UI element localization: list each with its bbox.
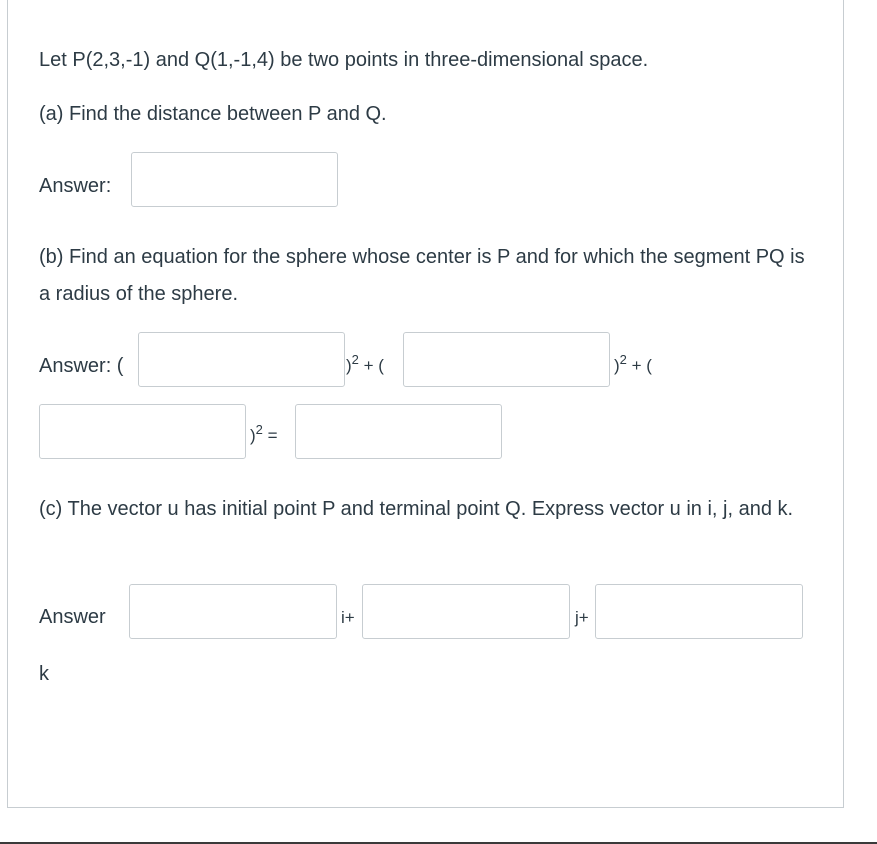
j-plus-label: j+ [575, 608, 589, 627]
sphere-separator-1: )$^2$ + ( [346, 352, 384, 375]
vector-i-component-input[interactable] [129, 584, 337, 639]
sphere-y-term-input[interactable] [403, 332, 610, 387]
sphere-separator-2: )$^2$ + ( [614, 352, 652, 375]
part-a-prompt: (a) Find the distance between P and Q. [39, 103, 387, 125]
vector-j-component-input[interactable] [362, 584, 570, 639]
sphere-radius-squared-input[interactable] [295, 404, 502, 459]
part-b-prompt: (b) Find an equation for the sphere whose center is P and for which the segment PQ is a radius of the sphere. [39, 246, 805, 305]
question-intro: Let P(2,3,-1) and Q(1,-1,4) be two points in three-dimensional space. [39, 49, 649, 71]
vector-k-component-input[interactable] [595, 584, 803, 639]
part-c-prompt: (c) The vector u has initial point P and terminal point Q. Express vector u in i, j, and k. [39, 498, 794, 520]
sphere-separator-3: )$^2$ = [250, 422, 278, 445]
answer-a-label: Answer: [39, 175, 112, 197]
sphere-x-term-input[interactable] [138, 332, 345, 387]
answer-b-label: Answer: ( [39, 355, 124, 377]
answer-c-label: Answer [39, 606, 106, 628]
i-plus-label: i+ [341, 608, 355, 627]
distance-input[interactable] [131, 152, 338, 207]
k-label: k [39, 663, 49, 685]
sphere-z-term-input[interactable] [39, 404, 246, 459]
